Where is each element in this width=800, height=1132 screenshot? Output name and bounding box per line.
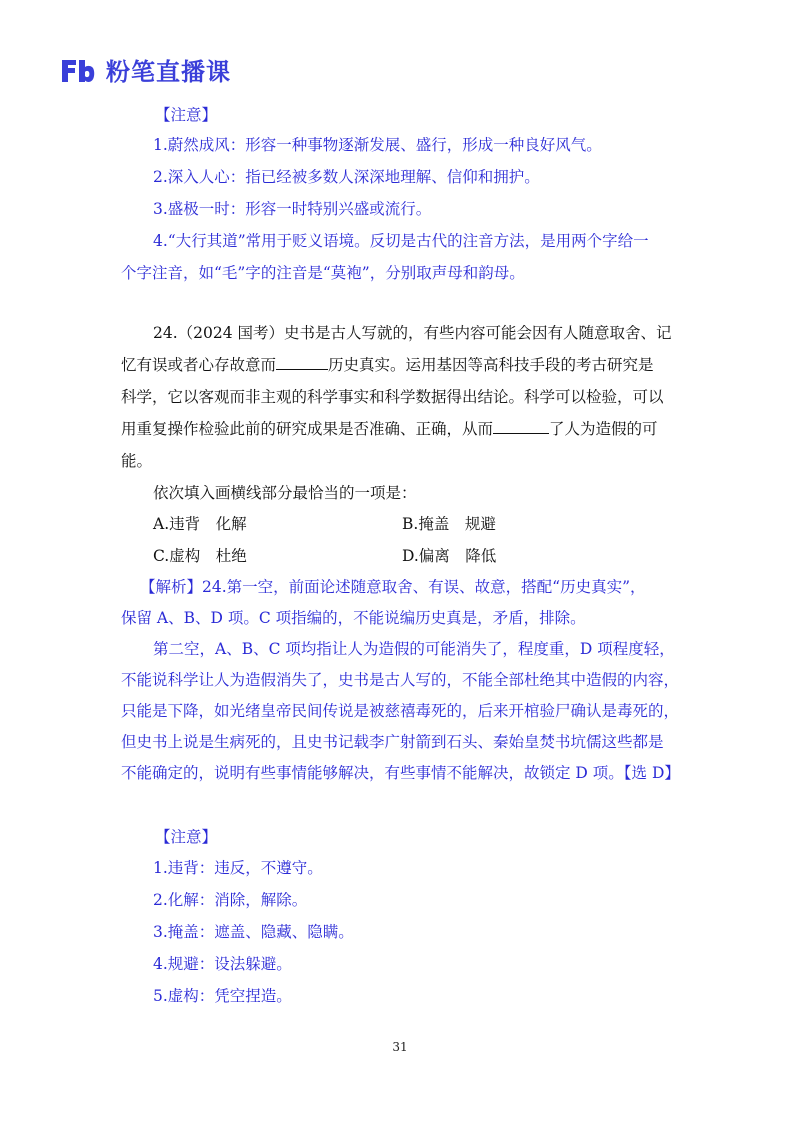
note2-item-1: 1.违背：违反，不遵守。 — [153, 859, 323, 877]
option-b: B.掩盖 规避 — [402, 515, 496, 533]
fb-logo-icon — [60, 56, 98, 84]
question-line-4b: 了人为造假的可 — [549, 420, 658, 438]
analysis-line-6: 但史书上说是生病死的，且史书记载李广射箭到石头、秦始皇焚书坑儒这些都是 — [121, 733, 664, 751]
analysis-line-1: 【解析】24.第一空，前面论述随意取舍、有误、故意，搭配“历史真实”， — [140, 578, 646, 596]
page-number: 31 — [392, 1040, 408, 1054]
brand-name: 粉笔直播课 — [106, 58, 231, 86]
analysis-line-4: 不能说科学让人为造假消失了，史书是古人写的，不能全部杜绝其中造假的内容， — [121, 671, 680, 689]
question-line-4a: 用重复操作检验此前的研究成果是否准确、正确，从而 — [121, 420, 494, 438]
blank-2 — [493, 419, 549, 434]
question-line-2b: 历史真实。运用基因等高科技手段的考古研究是 — [328, 356, 654, 374]
question-line-1: 24.（2024 国考）史书是古人写就的，有些内容可能会因有人随意取舍、记 — [153, 324, 672, 342]
option-c: C.虚构 杜绝 — [153, 547, 247, 565]
note2-item-2: 2.化解：消除，解除。 — [153, 891, 308, 909]
analysis-line-2: 保留 A、B、D 项。C 项指编的，不能说编历史真是，矛盾，排除。 — [121, 609, 586, 627]
analysis-line-3: 第二空，A、B、C 项均指让人为造假的可能消失了，程度重，D 项程度轻， — [153, 640, 675, 658]
brand-logo — [60, 52, 231, 87]
question-prompt: 依次填入画横线部分最恰当的一项是： — [153, 484, 417, 502]
analysis-line-7: 不能确定的，说明有些事情能够解决，有些事情不能解决，故锁定 D 项。【选 D】 — [121, 764, 680, 782]
note1-item-4: 4.“大行其道”常用于贬义语境。反切是古代的注音方法，是用两个字给一 — [153, 232, 649, 250]
note2-item-4: 4.规避：设法躲避。 — [153, 955, 292, 973]
note1-item-1: 1.蔚然成风：形容一种事物逐渐发展、盛行，形成一种良好风气。 — [153, 136, 602, 154]
note1-item-3: 3.盛极一时：形容一时特别兴盛或流行。 — [153, 200, 432, 218]
option-d: D.偏离 降低 — [402, 547, 497, 565]
note2-title: 【注意】 — [155, 828, 218, 846]
analysis-line-5: 只能是下降，如光绪皇帝民间传说是被慈禧毒死的，后来开棺验尸确认是毒死的， — [121, 702, 680, 720]
question-line-5: 能。 — [121, 452, 153, 470]
note2-item-3: 3.掩盖：遮盖、隐藏、隐瞒。 — [153, 923, 354, 941]
option-a: A.违背 化解 — [153, 515, 247, 533]
note1-title: 【注意】 — [155, 106, 218, 124]
blank-1 — [276, 355, 328, 370]
question-line-2 — [121, 354, 654, 376]
note2-item-5: 5.虚构：凭空捏造。 — [153, 987, 292, 1005]
question-line-3: 科学，它以客观而非主观的科学事实和科学数据得出结论。科学可以检验，可以 — [121, 388, 664, 406]
question-line-2a: 忆有误或者心存故意而 — [121, 356, 277, 374]
question-line-4 — [121, 418, 658, 440]
note1-item-4-cont: 个字注音，如“毛”字的注音是“莫袍”，分别取声母和韵母。 — [121, 264, 525, 282]
note1-item-2: 2.深入人心：指已经被多数人深深地理解、信仰和拥护。 — [153, 168, 540, 186]
